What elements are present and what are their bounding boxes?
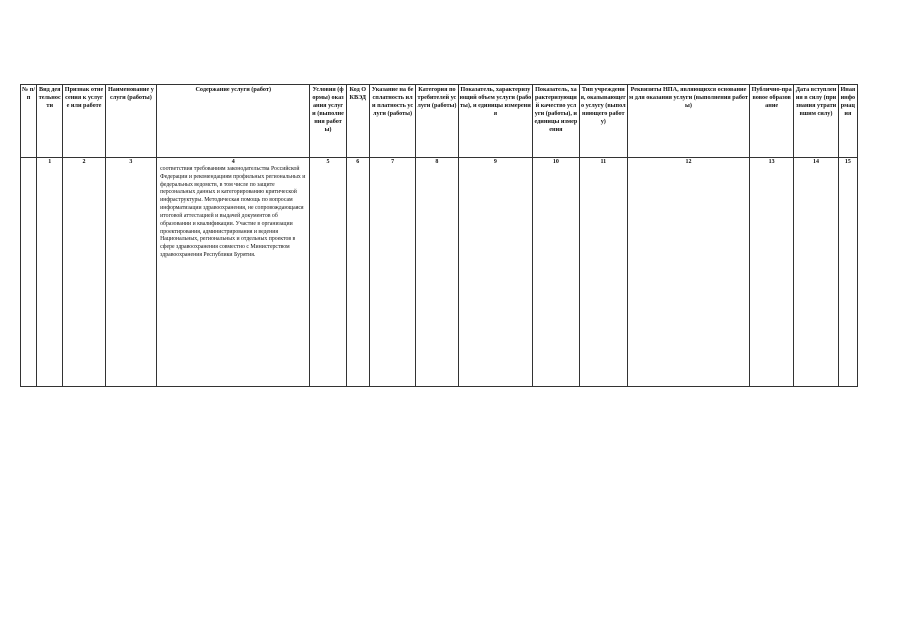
column-number: 8 [435, 159, 439, 165]
header-cell: Дата вступления в силу (признания утратившим силу) [794, 85, 838, 158]
service-content-text: соответствия требованиям законодательства Российской Федерации и рекомендациям профильных региональных и федеральных ведомств, в том числе по защите персональных данных и категорированию критической инфраструктуры. Методическая помощь по вопросам информатизации здравоохранения, не сопровождающаяся итоговой аттестацией и выдачей документов об образовании и квалификации. Участие в организации проектирования, администрирования и ведения Национальных, региональных и отдельных проектов в сфере здравоохранения совместно с Министерством здравоохранения Республики Бурятия. [160, 166, 306, 258]
column-number: 3 [129, 159, 133, 165]
column-number: 10 [552, 159, 559, 165]
header-cell: Условия (формы) оказания услуги (выполнения работы) [310, 85, 346, 158]
header-cell: Реквизиты НПА, являющихся основанием для оказания услуги (выполнения работы) [627, 85, 749, 158]
column-number: 1 [48, 159, 52, 165]
header-cell: Категория потребителей услуги (работы) [416, 85, 458, 158]
table-cell [105, 158, 156, 387]
header-cell: Признак отнесения к услуге или работе [63, 85, 105, 158]
header-cell: Показатель, характеризующий объем услуги (работы), и единицы измерения [458, 85, 533, 158]
header-cell: Вид деятельности [37, 85, 63, 158]
table-cell [157, 158, 310, 387]
column-number: 7 [391, 159, 395, 165]
column-number: 2 [82, 159, 86, 165]
column-number: 11 [600, 159, 607, 165]
header-cell: Публично-правовое образование [749, 85, 793, 158]
table-cell [458, 158, 533, 387]
table-cell [749, 158, 793, 387]
header-cell: Наименование услуги (работы) [105, 85, 156, 158]
table-cell [416, 158, 458, 387]
column-number: 13 [768, 159, 775, 165]
column-number: 15 [844, 159, 851, 165]
table-row [21, 158, 858, 387]
table-cell [533, 158, 579, 387]
table-cell [63, 158, 105, 387]
header-cell: Код ОКВЭД [346, 85, 369, 158]
table-cell [369, 158, 415, 387]
services-registry-table [20, 84, 858, 387]
column-number: 14 [813, 159, 820, 165]
header-cell: Тип учреждения, оказывающего услугу (выполняющего работу) [579, 85, 627, 158]
table-cell [346, 158, 369, 387]
table-cell [37, 158, 63, 387]
column-number: 4 [231, 159, 235, 165]
table-cell [838, 158, 857, 387]
header-cell: Показатель, характеризующий качество услуги (работы), и единицы измерения [533, 85, 579, 158]
header-cell: № п/п [21, 85, 37, 158]
table-cell [310, 158, 346, 387]
column-number: 12 [685, 159, 692, 165]
table-cell [21, 158, 37, 387]
column-number: 6 [356, 159, 360, 165]
header-row [21, 85, 858, 158]
header-cell: Указание на бесплатность или платность услуги (работы) [369, 85, 415, 158]
table-cell [627, 158, 749, 387]
table-cell [579, 158, 627, 387]
column-number: 9 [493, 159, 497, 165]
column-number: 5 [326, 159, 330, 165]
header-cell: Содержание услуги (работ) [157, 85, 310, 158]
header-cell: Иная информация [838, 85, 857, 158]
table-cell [794, 158, 838, 387]
